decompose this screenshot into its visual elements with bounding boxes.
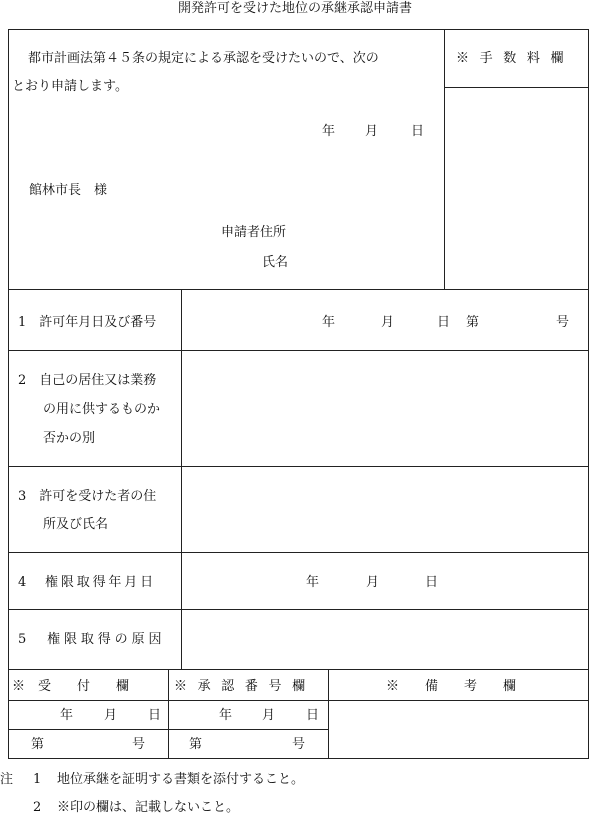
row-label-permit-date-number: 1 許可年月日及び番号 bbox=[18, 315, 157, 330]
row1-month-label: 月 bbox=[381, 315, 395, 330]
reception-year-label: 年 bbox=[60, 708, 74, 723]
row-label-permit-holder-line1: 3 許可を受けた者の住 bbox=[18, 489, 157, 504]
remarks-header: ※ 備 考 欄 bbox=[386, 679, 517, 694]
row4-month-label: 月 bbox=[366, 575, 380, 590]
row1-dai-label: 第 bbox=[466, 315, 480, 330]
approval-day-label: 日 bbox=[306, 708, 320, 723]
note1-text: 地位承継を証明する書類を添付すること。 bbox=[57, 772, 305, 787]
row1-gou-label: 号 bbox=[556, 315, 570, 330]
note2-number: 2 bbox=[33, 800, 42, 815]
row4-day-label: 日 bbox=[425, 575, 439, 590]
row-label-acquisition-date: 4 権限取得年月日 bbox=[18, 575, 157, 590]
reception-dai-label: 第 bbox=[31, 737, 45, 752]
applicant-address-label: 申請者住所 bbox=[221, 225, 287, 240]
note2-text: ※印の欄は、記載しないこと。 bbox=[57, 800, 240, 815]
reception-header: ※ 受 付 欄 bbox=[12, 679, 130, 694]
date-day-label: 日 bbox=[411, 124, 425, 139]
date-year-label: 年 bbox=[322, 124, 336, 139]
row-label-residence-business-line3: 否かの別 bbox=[43, 431, 96, 446]
row-label-residence-business-line1: 2 自己の居住又は業務 bbox=[18, 373, 157, 388]
row-label-acquisition-cause: 5 権限取得の原因 bbox=[18, 632, 166, 647]
row4-year-label: 年 bbox=[306, 575, 320, 590]
date-month-label: 月 bbox=[365, 124, 379, 139]
approval-gou-label: 号 bbox=[292, 737, 306, 752]
request-text-line2: とおり申請します。 bbox=[12, 79, 128, 94]
request-text-line1: 都市計画法第４５条の規定による承認を受けたいので、次の bbox=[28, 51, 379, 66]
approval-number-header: ※ 承 認 番 号 欄 bbox=[174, 679, 309, 694]
reception-day-label: 日 bbox=[148, 708, 162, 723]
approval-year-label: 年 bbox=[219, 708, 233, 723]
form-title: 開発許可を受けた地位の承継承認申請書 bbox=[177, 1, 412, 16]
approval-dai-label: 第 bbox=[189, 737, 203, 752]
row-label-residence-business-line2: の用に供するものか bbox=[43, 402, 161, 417]
applicant-name-label: 氏名 bbox=[262, 255, 289, 270]
notes-prefix: 注 bbox=[0, 772, 14, 787]
fee-column-label: ※ 手 数 料 欄 bbox=[456, 51, 567, 66]
reception-gou-label: 号 bbox=[132, 737, 146, 752]
row-label-permit-holder-line2: 所及び氏名 bbox=[43, 517, 109, 532]
addressee: 館林市長 様 bbox=[29, 183, 108, 198]
approval-month-label: 月 bbox=[262, 708, 276, 723]
row1-year-label: 年 bbox=[322, 315, 336, 330]
note1-number: 1 bbox=[33, 772, 42, 787]
row1-day-label: 日 bbox=[437, 315, 451, 330]
reception-month-label: 月 bbox=[104, 708, 118, 723]
